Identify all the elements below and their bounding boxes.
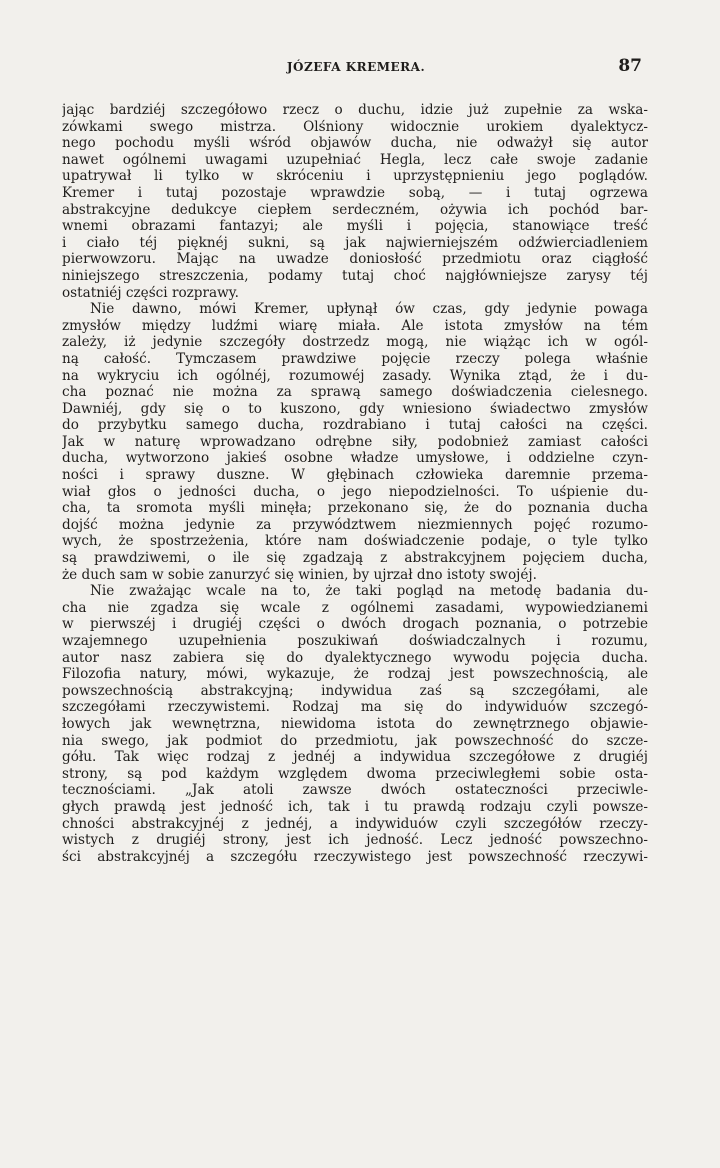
text-line: do przybytku samego ducha, rozdrabiano i tutaj całości na części. xyxy=(62,417,648,434)
text-line: w pierwszéj i drugiéj części o dwóch drogach poznania, o potrzebie xyxy=(62,616,648,633)
text-line: nia swego, jak podmiot do przedmiotu, jak powszechność do szcze- xyxy=(62,732,648,749)
text-line: Jak w naturę wprowadzano odrębne siły, podobnież zamiast całości xyxy=(62,433,648,450)
text-line: wiał głos o jedności ducha, o jego niepodzielności. To uśpienie du- xyxy=(62,483,648,500)
text-line: ności i sprawy duszne. W głębinach człowieka daremnie przema- xyxy=(62,467,648,484)
text-line: Dawniéj, gdy się o to kuszono, gdy wniesiono świadectwo zmysłów xyxy=(62,400,648,417)
text-line: są prawdziwemi, o ile się zgadzają z abstrakcyjnem pojęciem ducha, xyxy=(62,550,648,567)
text-line: wzajemnego uzupełnienia poszukiwań doświadczalnych i rozumu, xyxy=(62,633,648,649)
text-line: cha nie zgadza się wcale z ogólnemi zasadami, wypowiedzianemi xyxy=(62,599,648,616)
text-line: wistych z drugiéj strony, jest ich jedność. Lecz jedność powszechno- xyxy=(62,832,648,849)
text-line: że duch sam w sobie zanurzyć się winien, by ujrzał dno istoty swojéj. xyxy=(62,566,537,583)
text-line: pierwowzoru. Mając na uwadze doniosłość przedmiotu oraz ciągłość xyxy=(62,251,648,268)
page-header xyxy=(62,56,650,78)
text-line: Kremer i tutaj pozostaje wprawdzie sobą, — i tutaj ogrzewa xyxy=(62,184,648,201)
text-line: tecznościami. „Jak atoli zawsze dwóch ostateczności przeciwle- xyxy=(62,782,648,799)
text-line: strony, są pod każdym względem dwoma przeciwległemi sobie osta- xyxy=(62,765,648,782)
text-line: autor nasz zabiera się do dyalektycznego wywodu pojęcia ducha. xyxy=(62,649,648,666)
text-line: zależy, iż jedynie szczegóły dostrzedz mogą, nie wiążąc ich w ogól- xyxy=(62,334,648,351)
running-title: JÓZEFA KREMERA. xyxy=(286,60,426,74)
text-line: i ciało téj pięknéj sukni, są jak najwierniejszém odźwierciadleniem xyxy=(62,234,648,251)
text-line: łowych jak wewnętrzna, niewidoma istota do zewnętrznego objawie- xyxy=(62,715,648,732)
page-number: 87 xyxy=(618,56,642,76)
text-line: Nie zważając wcale na to, że taki pogląd na metodę badania du- xyxy=(90,583,648,600)
text-line: wych, że spostrzeżenia, które nam doświadczenie podaje, o tyle tylko xyxy=(62,533,648,550)
text-line: nego pochodu myśli wśród objawów ducha, nie odważył się autor xyxy=(62,135,648,152)
text-line: głych prawdą jest jedność ich, tak i tu prawdą rodzaju czyli powsze- xyxy=(62,798,648,815)
text-line: abstrakcyjne dedukcye ciepłem serdeczném, ożywia ich pochód bar- xyxy=(62,201,648,218)
text-line: ostatniéj części rozprawy. xyxy=(62,284,239,301)
text-line: zmysłów między ludźmi wiarę miała. Ale istota zmysłów na tém xyxy=(62,317,648,334)
text-line: upatrywał li tylko w skróceniu i uprzystępnieniu jego poglądów. xyxy=(62,168,648,185)
text-line: nawet ogólnemi uwagami uzupełniać Hegla, lecz całe swoje zadanie xyxy=(62,151,648,168)
text-line: ści abstrakcyjnéj a szczegółu rzeczywistego jest powszechność rzeczywi- xyxy=(62,848,648,865)
body-text xyxy=(62,102,648,865)
text-line: na wykryciu ich ogólnéj, rozumowéj zasady. Wynika ztąd, że i du- xyxy=(62,367,648,384)
text-line: powszechnością abstrakcyjną; indywidua zaś są szczegółami, ale xyxy=(62,682,648,699)
text-line: cha, ta sromota myśli minęła; przekonano się, że do poznania ducha xyxy=(62,500,648,517)
text-line: jając bardziéj szczegółowo rzecz o duchu, idzie już zupełnie za wska- xyxy=(62,102,648,118)
text-line: Filozofia natury, mówi, wykazuje, że rodzaj jest powszechnością, ale xyxy=(62,666,648,683)
text-line: ducha, wytworzono jakieś osobne władze umysłowe, i oddzielne czyn- xyxy=(62,450,648,467)
text-line: gółu. Tak więc rodzaj z jednéj a indywidua szczegółowe z drugiéj xyxy=(62,749,648,766)
text-line: szczegółami rzeczywistemi. Rodzaj ma się do indywiduów szczegó- xyxy=(62,699,648,716)
text-line: zówkami swego mistrza. Olśniony widocznie urokiem dyalektycz- xyxy=(62,118,648,135)
text-line: niniejszego streszczenia, podamy tutaj choć najgłówniejsze zarysy téj xyxy=(62,267,648,284)
text-line: Nie dawno, mówi Kremer, upłynął ów czas, gdy jedynie powaga xyxy=(90,301,648,318)
text-line: cha poznać nie można za sprawą samego doświadczenia cielesnego. xyxy=(62,384,648,401)
text-line: chności abstrakcyjnéj z jednéj, a indywiduów czyli szczegółów rzeczy- xyxy=(62,815,648,832)
text-line: dojść można jedynie za przywództwem niezmiennych pojęć rozumo- xyxy=(62,516,648,533)
text-line: ną całość. Tymczasem prawdziwe pojęcie rzeczy polega właśnie xyxy=(62,350,648,367)
text-line: wnemi obrazami fantazyi; ale myśli i pojęcia, stanowiące treść xyxy=(62,218,648,235)
